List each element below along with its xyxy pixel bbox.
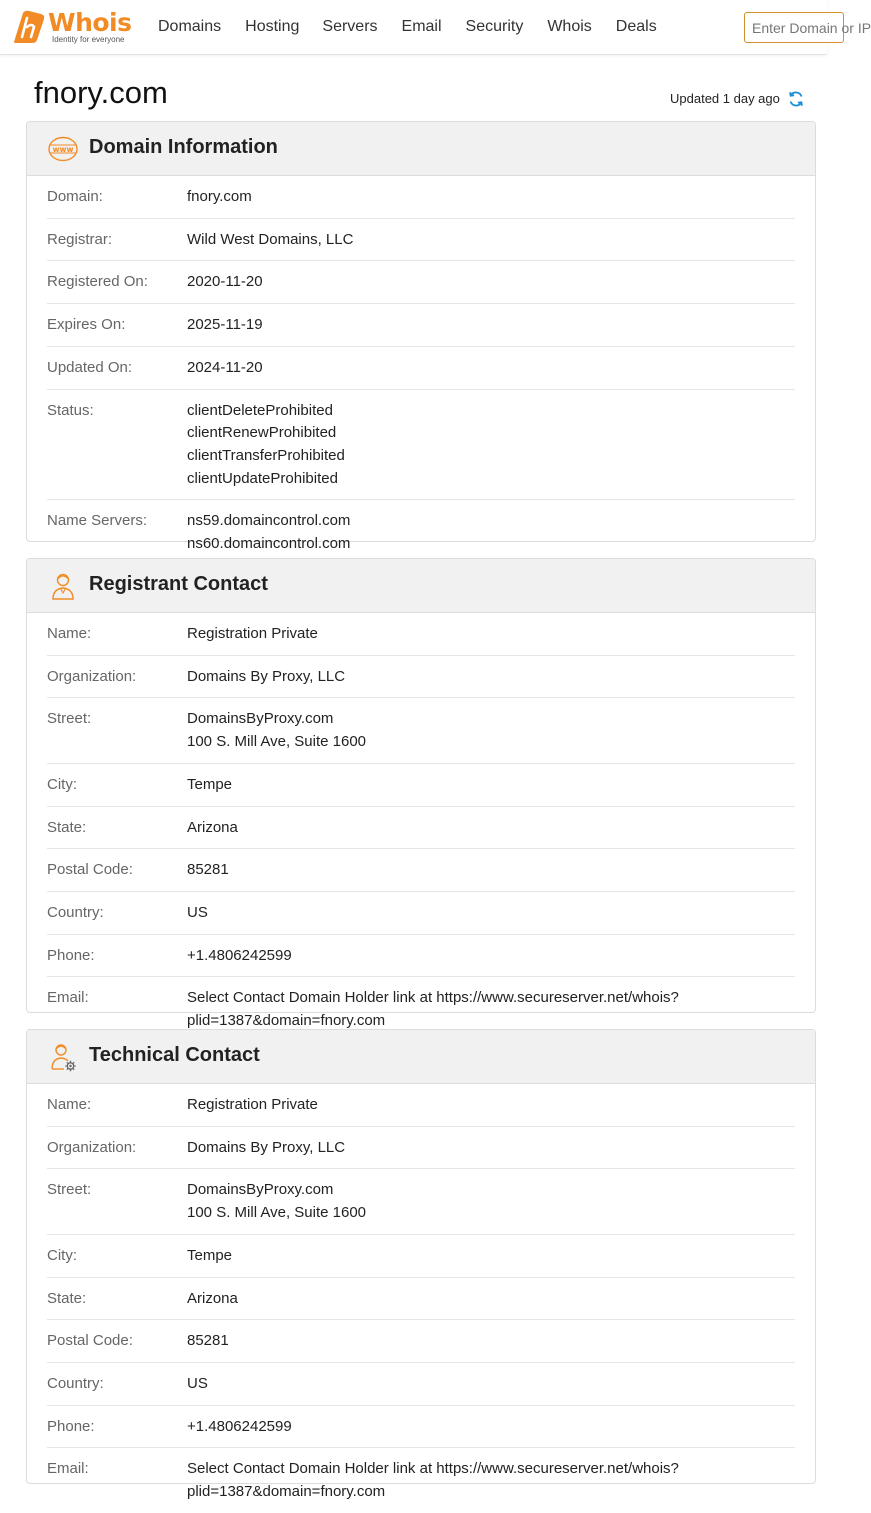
whois-logo[interactable] — [10, 8, 132, 46]
value-line: 2024-11-20 — [187, 358, 263, 376]
row-label: Status: — [47, 401, 94, 419]
row-value — [187, 1330, 795, 1353]
row-value — [187, 186, 795, 209]
value-line: +1.4806242599 — [187, 1417, 292, 1435]
row-value — [187, 1137, 795, 1160]
card-header — [27, 122, 815, 176]
value-line: Tempe — [187, 1246, 233, 1264]
row-value — [187, 859, 795, 882]
row-expires-on — [47, 304, 795, 347]
row-updated-on — [47, 347, 795, 390]
nav-domains[interactable]: Domains — [158, 18, 222, 35]
row-value — [187, 1288, 795, 1311]
row-label: City: — [47, 775, 77, 793]
value-line: Registration Private — [187, 1096, 318, 1113]
value-line: Select Contact Domain Holder link at https://www.secureserver.net/whois? — [187, 989, 679, 1007]
value-line: Tempe — [187, 775, 233, 793]
registrant-contact-card — [26, 558, 816, 1030]
person-gear-icon — [47, 1041, 79, 1073]
value-line: clientTransferProhibited — [187, 446, 345, 464]
updated-status: Updated 1 day ago — [670, 91, 780, 106]
value-line: plid=1387&domain=fnory.com — [187, 1012, 386, 1030]
row-value — [187, 314, 795, 337]
row-label: Email: — [47, 989, 89, 1007]
row-label: Expires On: — [47, 316, 126, 334]
row-country — [47, 1363, 795, 1406]
row-value — [187, 400, 795, 491]
value-line: Arizona — [187, 1289, 238, 1307]
value-line: fnory.com — [187, 188, 252, 205]
value-line: US — [187, 903, 208, 921]
row-label: Country: — [47, 1374, 104, 1392]
row-value — [187, 817, 795, 840]
card-header — [27, 1030, 815, 1084]
row-value — [187, 1245, 795, 1268]
logo-mark-icon — [10, 10, 46, 44]
row-value — [187, 1458, 795, 1503]
row-label: Email: — [47, 1460, 89, 1478]
value-line: Domains By Proxy, LLC — [187, 667, 346, 685]
row-label: Postal Code: — [47, 1332, 133, 1350]
nav-servers[interactable]: Servers — [322, 18, 378, 35]
value-line: clientDeleteProhibited — [187, 401, 333, 419]
row-label: Domain: — [47, 188, 103, 205]
row-name — [47, 613, 795, 656]
row-value — [187, 987, 795, 1032]
nav-hosting[interactable]: Hosting — [245, 18, 300, 35]
row-label: Phone: — [47, 946, 95, 964]
row-value — [187, 1094, 795, 1117]
row-value — [187, 1416, 795, 1439]
value-line: Wild West Domains, LLC — [187, 230, 354, 248]
row-value — [187, 774, 795, 797]
row-label: Registrar: — [47, 230, 113, 248]
row-city — [47, 764, 795, 807]
value-line: 85281 — [187, 1332, 229, 1350]
nav-security[interactable]: Security — [465, 18, 524, 35]
row-label: Organization: — [47, 1138, 137, 1156]
card-title: Domain Information — [89, 136, 278, 158]
row-name-servers — [47, 500, 795, 564]
row-label: Organization: — [47, 667, 137, 685]
domain-info-rows — [27, 176, 815, 565]
value-line: 100 S. Mill Ave, Suite 1600 — [187, 1204, 367, 1222]
row-domain — [47, 176, 795, 219]
value-line: Select Contact Domain Holder link at https://www.secureserver.net/whois? — [187, 1460, 679, 1478]
domain-search-input[interactable]: Enter Domain or IP — [744, 12, 844, 43]
registrant-rows — [27, 613, 815, 1042]
row-label: City: — [47, 1246, 77, 1264]
row-email — [47, 1448, 795, 1512]
value-line: 2025-11-19 — [187, 316, 263, 334]
logo-wordmark: Whois — [48, 8, 132, 37]
technical-rows — [27, 1084, 815, 1513]
value-line: Arizona — [187, 818, 238, 836]
refresh-icon[interactable] — [787, 90, 805, 108]
row-organization — [47, 656, 795, 699]
row-phone — [47, 1406, 795, 1449]
row-value — [187, 945, 795, 968]
value-line: DomainsByProxy.com — [187, 1181, 334, 1199]
row-value — [187, 1179, 795, 1224]
value-line: clientUpdateProhibited — [187, 469, 338, 487]
row-registered-on — [47, 261, 795, 304]
value-line: DomainsByProxy.com — [187, 710, 334, 728]
row-label: Name: — [47, 1096, 92, 1113]
row-label: State: — [47, 1289, 87, 1307]
row-value — [187, 357, 795, 380]
main-nav — [158, 17, 681, 37]
row-street — [47, 1169, 795, 1234]
card-header — [27, 559, 815, 613]
row-name — [47, 1084, 795, 1127]
row-value — [187, 510, 795, 555]
top-navbar — [0, 0, 871, 55]
row-country — [47, 892, 795, 935]
row-value — [187, 229, 795, 252]
row-street — [47, 698, 795, 763]
domain-information-card — [26, 121, 816, 553]
row-phone — [47, 935, 795, 978]
row-label: Name: — [47, 625, 92, 642]
www-globe-icon — [47, 133, 79, 165]
value-line: 2020-11-20 — [187, 273, 263, 291]
row-label: Country: — [47, 903, 104, 921]
value-line: 100 S. Mill Ave, Suite 1600 — [187, 733, 367, 751]
row-label: Postal Code: — [47, 861, 133, 879]
nav-deals[interactable]: Deals — [615, 18, 657, 35]
row-organization — [47, 1127, 795, 1170]
row-state — [47, 1278, 795, 1321]
row-label: Phone: — [47, 1417, 95, 1435]
value-line: US — [187, 1374, 208, 1392]
row-label: Street: — [47, 710, 92, 728]
svg-text:www: www — [52, 144, 74, 154]
row-value — [187, 1373, 795, 1396]
value-line: ns59.domaincontrol.com — [187, 512, 351, 530]
row-label: Name Servers: — [47, 512, 148, 530]
value-line: Domains By Proxy, LLC — [187, 1138, 346, 1156]
row-value — [187, 271, 795, 294]
row-value — [187, 623, 795, 646]
card-title: Registrant Contact — [89, 573, 268, 595]
row-label: Registered On: — [47, 273, 148, 291]
value-line: ns60.domaincontrol.com — [187, 535, 351, 553]
value-line: 85281 — [187, 861, 229, 879]
value-line: clientRenewProhibited — [187, 424, 337, 442]
card-title: Technical Contact — [89, 1044, 260, 1066]
row-state — [47, 807, 795, 850]
row-label: Updated On: — [47, 358, 133, 376]
value-line: Registration Private — [187, 625, 318, 642]
page-title: fnory.com — [34, 75, 168, 110]
technical-contact-card — [26, 1029, 816, 1501]
row-registrar — [47, 219, 795, 262]
nav-email[interactable]: Email — [401, 18, 442, 35]
value-line: plid=1387&domain=fnory.com — [187, 1483, 386, 1501]
nav-whois[interactable]: Whois — [547, 18, 592, 35]
row-status — [47, 390, 795, 501]
row-label: Street: — [47, 1181, 92, 1199]
row-value — [187, 708, 795, 753]
row-value — [187, 666, 795, 689]
row-city — [47, 1235, 795, 1278]
logo-tagline: Identity for everyone — [52, 35, 125, 44]
value-line: +1.4806242599 — [187, 946, 292, 964]
row-postal-code — [47, 849, 795, 892]
row-postal-code — [47, 1320, 795, 1363]
person-icon — [47, 570, 79, 602]
row-label: State: — [47, 818, 87, 836]
row-value — [187, 902, 795, 925]
